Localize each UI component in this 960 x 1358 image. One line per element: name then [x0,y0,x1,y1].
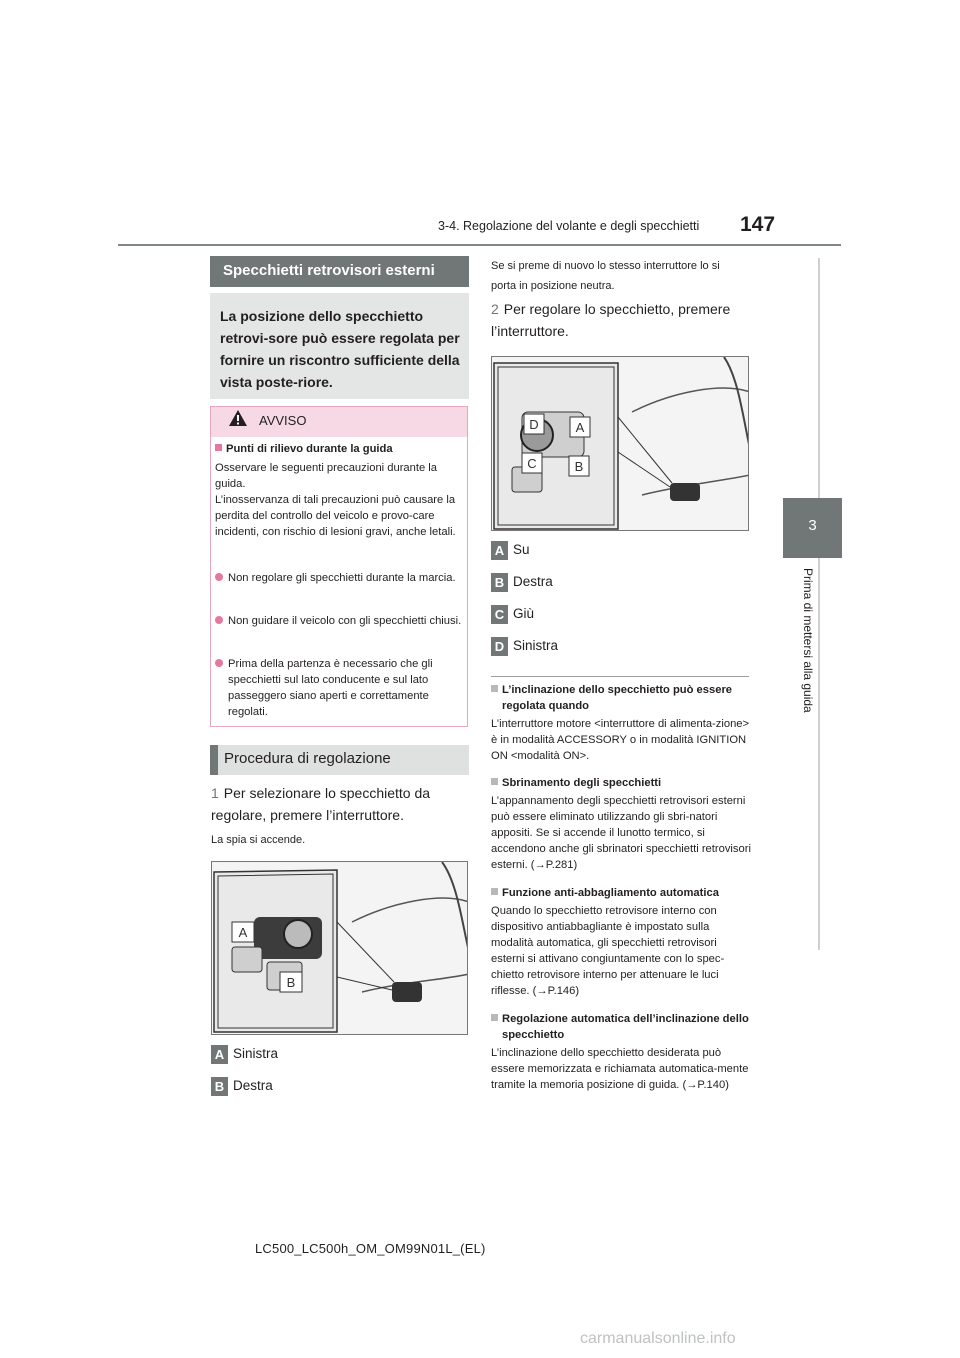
note-neutral: Se si preme di nuovo lo stesso interruttore lo si porta in posizione neutra. [491,260,720,292]
chapter-number: 3 [808,517,817,534]
mirror-adjust-illustration [492,357,749,531]
warning-subheading: Punti di rilievo durante la guida [215,441,465,457]
chapter-title: Prima di mettersi alla guida [801,568,815,713]
info-section: L’inclinazione dello specchietto può essere regolata quando L’interruttore motore <interruttore di alimenta-zione> è in modalità ACCESSORY o in modalità IGNITION ON <modalità ON>. [491,684,750,762]
watermark: carmanualsonline.info [580,1330,736,1347]
warning-header [211,407,467,437]
square-bullet-icon [491,778,498,785]
info-section: Sbrinamento degli specchietti L’appannamento degli specchietti retrovisori esterni può essere eliminato utilizzando gli sbri-natori appositi. Se si accende il lunotto termico, si accendono anche gli sbrinatori specchietti retrovisori esterni. (→P.281) [491,777,751,871]
page-number: 147 [740,213,776,236]
section-title: 3-4. Regolazione del volante e degli specchietti [438,219,700,233]
warning-bullet: Non guidare il veicolo con gli specchietti chiusi. [215,613,463,629]
warning-bullet: Prima della partenza è necessario che gli specchietti sul lato conducente e sul lato passeggero siano aperti e correttamente regolati. [215,656,468,720]
info-section: Regolazione automatica dell’inclinazione dello specchietto L’inclinazione dello specchietto desiderata può essere memorizzata e richiamata automatica-mente tramite la memoria posizione di guida. (→P.140) [491,1013,749,1091]
bullet-dot-icon [215,659,223,667]
legend-item-b: B Destra [211,1077,228,1096]
svg-text:B: B [574,459,584,474]
bullet-dot-icon [215,573,223,581]
step-2: 2 Per regolare lo specchietto, premere l’interruttore. [491,301,731,339]
header-divider [118,244,841,246]
warning-title: AVVISO [259,413,307,428]
warning-triangle-icon [228,409,248,427]
square-bullet-icon [491,1014,498,1021]
step-1-note: La spia si accende. [211,834,306,846]
document-code: LC500_LC500h_OM_OM99N01L_(EL) [255,1241,486,1256]
legend-item-c: C Giù [491,605,508,624]
svg-text:D: D [529,417,539,432]
svg-text:A: A [238,925,248,940]
figure-mirror-select-switch [211,861,468,1035]
svg-text:A: A [575,420,585,435]
section-heading-exterior-mirrors: Specchietti retrovisori esterni [210,256,469,287]
square-bullet-icon [215,444,222,451]
warning-body: Osservare le seguenti precauzioni durante la guida. L’inosservanza di tali precauzioni può causare la perdita del controllo del veicolo e provo-care incidenti, con rischio di lesioni gravi, anche letali. [215,462,456,538]
section-heading-procedure: Procedura di regolazione [210,745,469,775]
info-section: Funzione anti-abbagliamento automatica Quando lo specchietto retrovisore interno con dispositivo antiabbagliante è impostato sulla modalità automatica, gli specchietti retrovisori esterni si attivano congiuntamente con lo spec-chietto retrovisore interno per attenuare le luci riflesse. (→P.146) [491,887,725,997]
square-bullet-icon [491,888,498,895]
legend-item-d: D Sinistra [491,637,508,656]
square-bullet-icon [491,685,498,692]
legend-item-b: B Destra [491,573,508,592]
warning-bullet: Non regolare gli specchietti durante la marcia. [215,570,463,586]
step-1: 1 Per selezionare lo specchietto da regolare, premere l’interruttore. [211,785,431,823]
side-tab-rule [818,258,820,950]
bullet-dot-icon [215,616,223,624]
mirror-switch-illustration [212,862,468,1035]
intro-text: La posizione dello specchietto retrovi-sore può essere regolata per fornire un riscontro sufficiente della vista poste-riore. [220,308,460,390]
svg-text:B: B [286,975,296,990]
svg-text:C: C [527,456,537,471]
legend-item-a: A Su [491,541,508,560]
info-divider [491,676,749,677]
figure-mirror-adjust-switch [491,356,749,531]
legend-item-a: A Sinistra [211,1045,228,1064]
